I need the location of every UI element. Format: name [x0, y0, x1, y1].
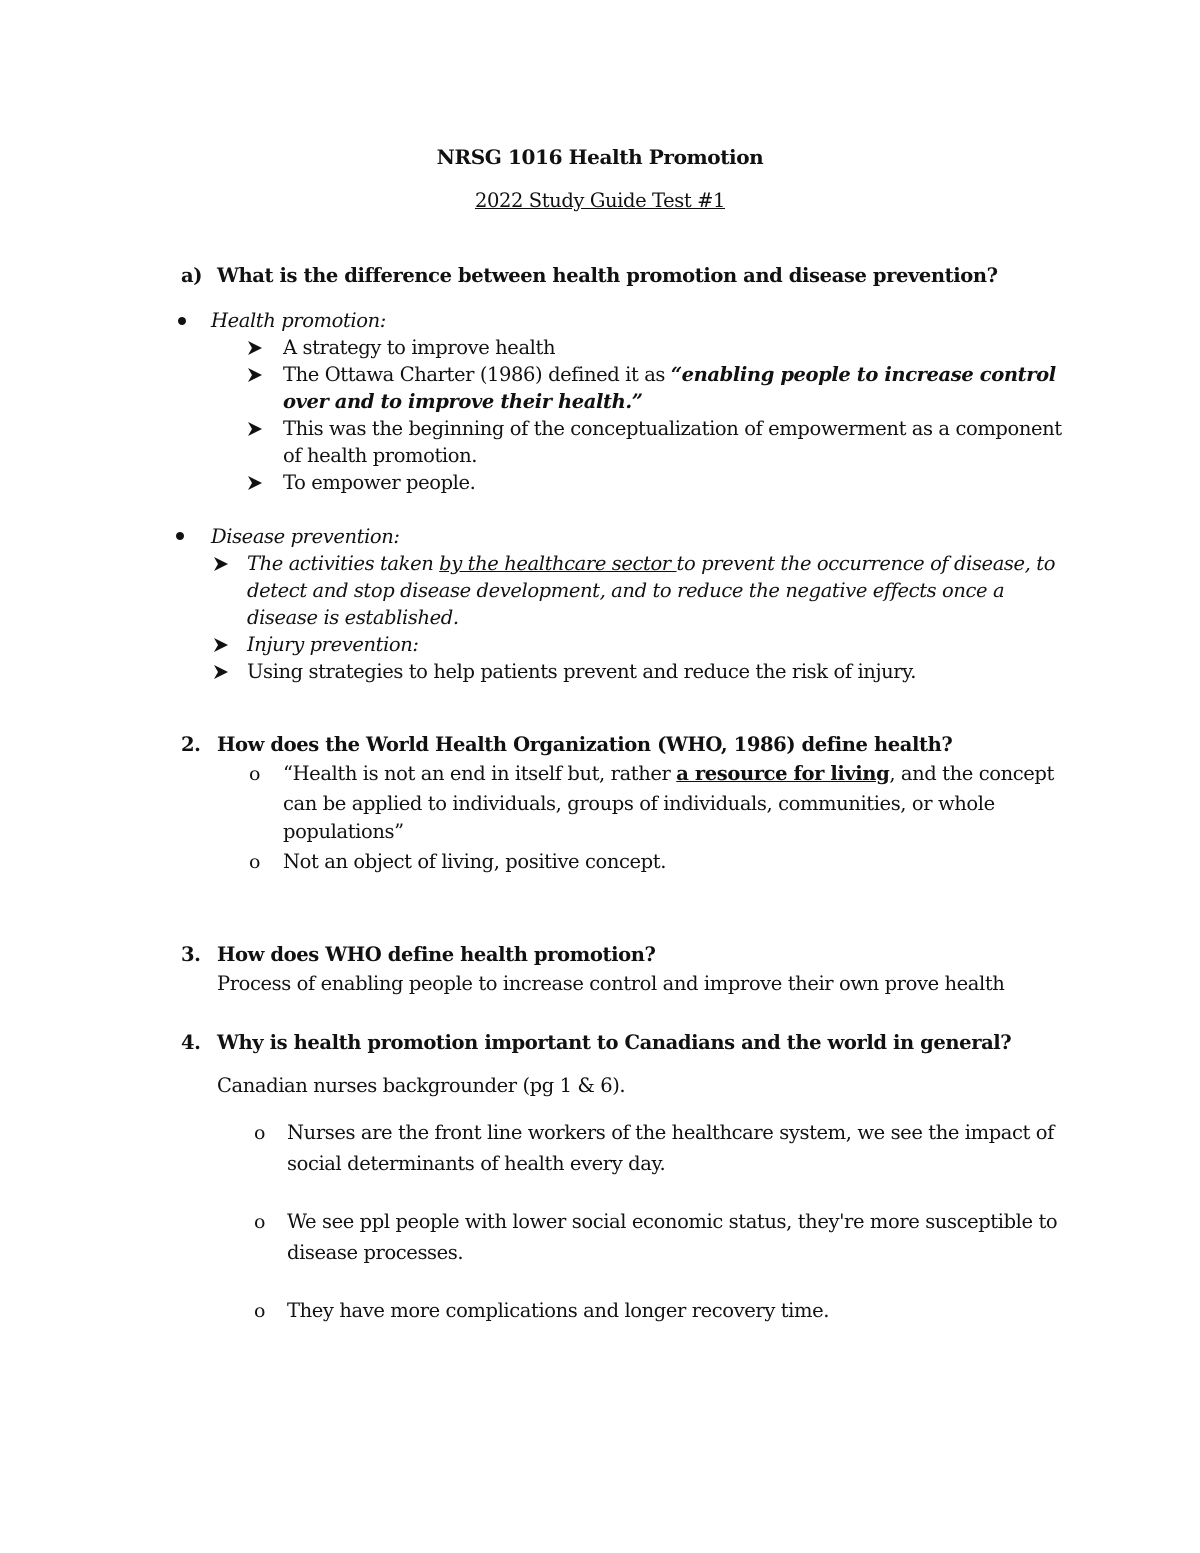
bullet-dot-icon [176, 532, 184, 540]
document-subtitle: 2022 Study Guide Test #1 [474, 189, 726, 212]
question-4-label: 4. [181, 1031, 201, 1054]
q2-item-positive-concept: Not an object of living, positive concept. [283, 850, 666, 873]
ottawa-prefix: The Ottawa Charter (1986) defined it as [283, 363, 671, 386]
question-3-label: 3. [181, 943, 201, 966]
q4-item-socioeconomic: We see ppl people with lower social economic status, they're more susceptible to [287, 1210, 1058, 1233]
q4-item-front-line-continued: social determinants of health every day. [287, 1152, 666, 1175]
hp-item-empowerment-continued: of health promotion. [283, 444, 478, 467]
arrow-bullet-icon [213, 664, 229, 680]
circle-bullet-icon: o [249, 763, 261, 785]
ottawa-quote: “enabling people to increase control [670, 363, 1056, 386]
bullet-dot-icon [178, 317, 186, 325]
dp-activities-pre: The activities taken [247, 552, 440, 575]
q4-item-complications: They have more complications and longer recovery time. [287, 1299, 830, 1322]
arrow-bullet-icon [247, 421, 263, 437]
arrow-bullet-icon [247, 340, 263, 356]
arrow-bullet-icon [213, 556, 229, 572]
ottawa-quote-continued: over and to improve their health.” [283, 390, 643, 413]
question-a-label: a) [181, 264, 203, 287]
dp-activities-post: to prevent the occurrence of disease, to [676, 552, 1056, 575]
health-promotion-heading: Health promotion: [211, 309, 386, 332]
q2-resource-for-living: a resource for living [676, 762, 890, 785]
arrow-bullet-icon [247, 475, 263, 491]
question-2-text: How does the World Health Organization (WHO, 1986) define health? [217, 733, 953, 756]
q2-item-who-quote [283, 764, 1054, 784]
dp-item-strategies: Using strategies to help patients prevent and reduce the risk of injury. [247, 660, 917, 683]
q2-item-who-quote-line2: can be applied to individuals, groups of individuals, communities, or whole [283, 792, 995, 815]
document-title: NRSG 1016 Health Promotion [436, 145, 764, 169]
arrow-bullet-icon [247, 367, 263, 383]
q4-intro: Canadian nurses backgrounder (pg 1 & 6). [217, 1074, 626, 1097]
hp-item-strategy: A strategy to improve health [283, 336, 556, 359]
dp-item-activities-line2: detect and stop disease development, and to reduce the negative effects once a [247, 579, 1005, 602]
dp-item-injury-prevention: Injury prevention: [247, 633, 419, 656]
circle-bullet-icon: o [254, 1122, 266, 1144]
q4-item-socioeconomic-continued: disease processes. [287, 1241, 464, 1264]
disease-prevention-heading: Disease prevention: [211, 525, 400, 548]
circle-bullet-icon: o [254, 1211, 266, 1233]
dp-item-activities [247, 554, 1055, 574]
q2-quote-post: , and the concept [889, 762, 1054, 785]
q2-item-who-quote-line3: populations” [283, 820, 404, 843]
question-a-text: What is the difference between health promotion and disease prevention? [217, 264, 998, 287]
dp-item-activities-line3: disease is established. [247, 606, 459, 629]
question-3-text: How does WHO define health promotion? [217, 943, 656, 966]
q3-answer: Process of enabling people to increase control and improve their own prove health [217, 972, 1005, 995]
question-2-label: 2. [181, 733, 201, 756]
arrow-bullet-icon [213, 637, 229, 653]
hp-item-ottawa-charter [283, 365, 1056, 385]
hp-item-empower-people: To empower people. [283, 471, 476, 494]
question-4-text: Why is health promotion important to Canadians and the world in general? [217, 1031, 1012, 1054]
hp-item-empowerment: This was the beginning of the conceptualization of empowerment as a component [283, 417, 1062, 440]
circle-bullet-icon: o [254, 1300, 266, 1322]
circle-bullet-icon: o [249, 851, 261, 873]
q4-item-front-line: Nurses are the front line workers of the healthcare system, we see the impact of [287, 1121, 1054, 1144]
q2-quote-pre: “Health is not an end in itself but, rather [283, 762, 677, 785]
dp-healthcare-sector: by the healthcare sector [439, 552, 677, 575]
